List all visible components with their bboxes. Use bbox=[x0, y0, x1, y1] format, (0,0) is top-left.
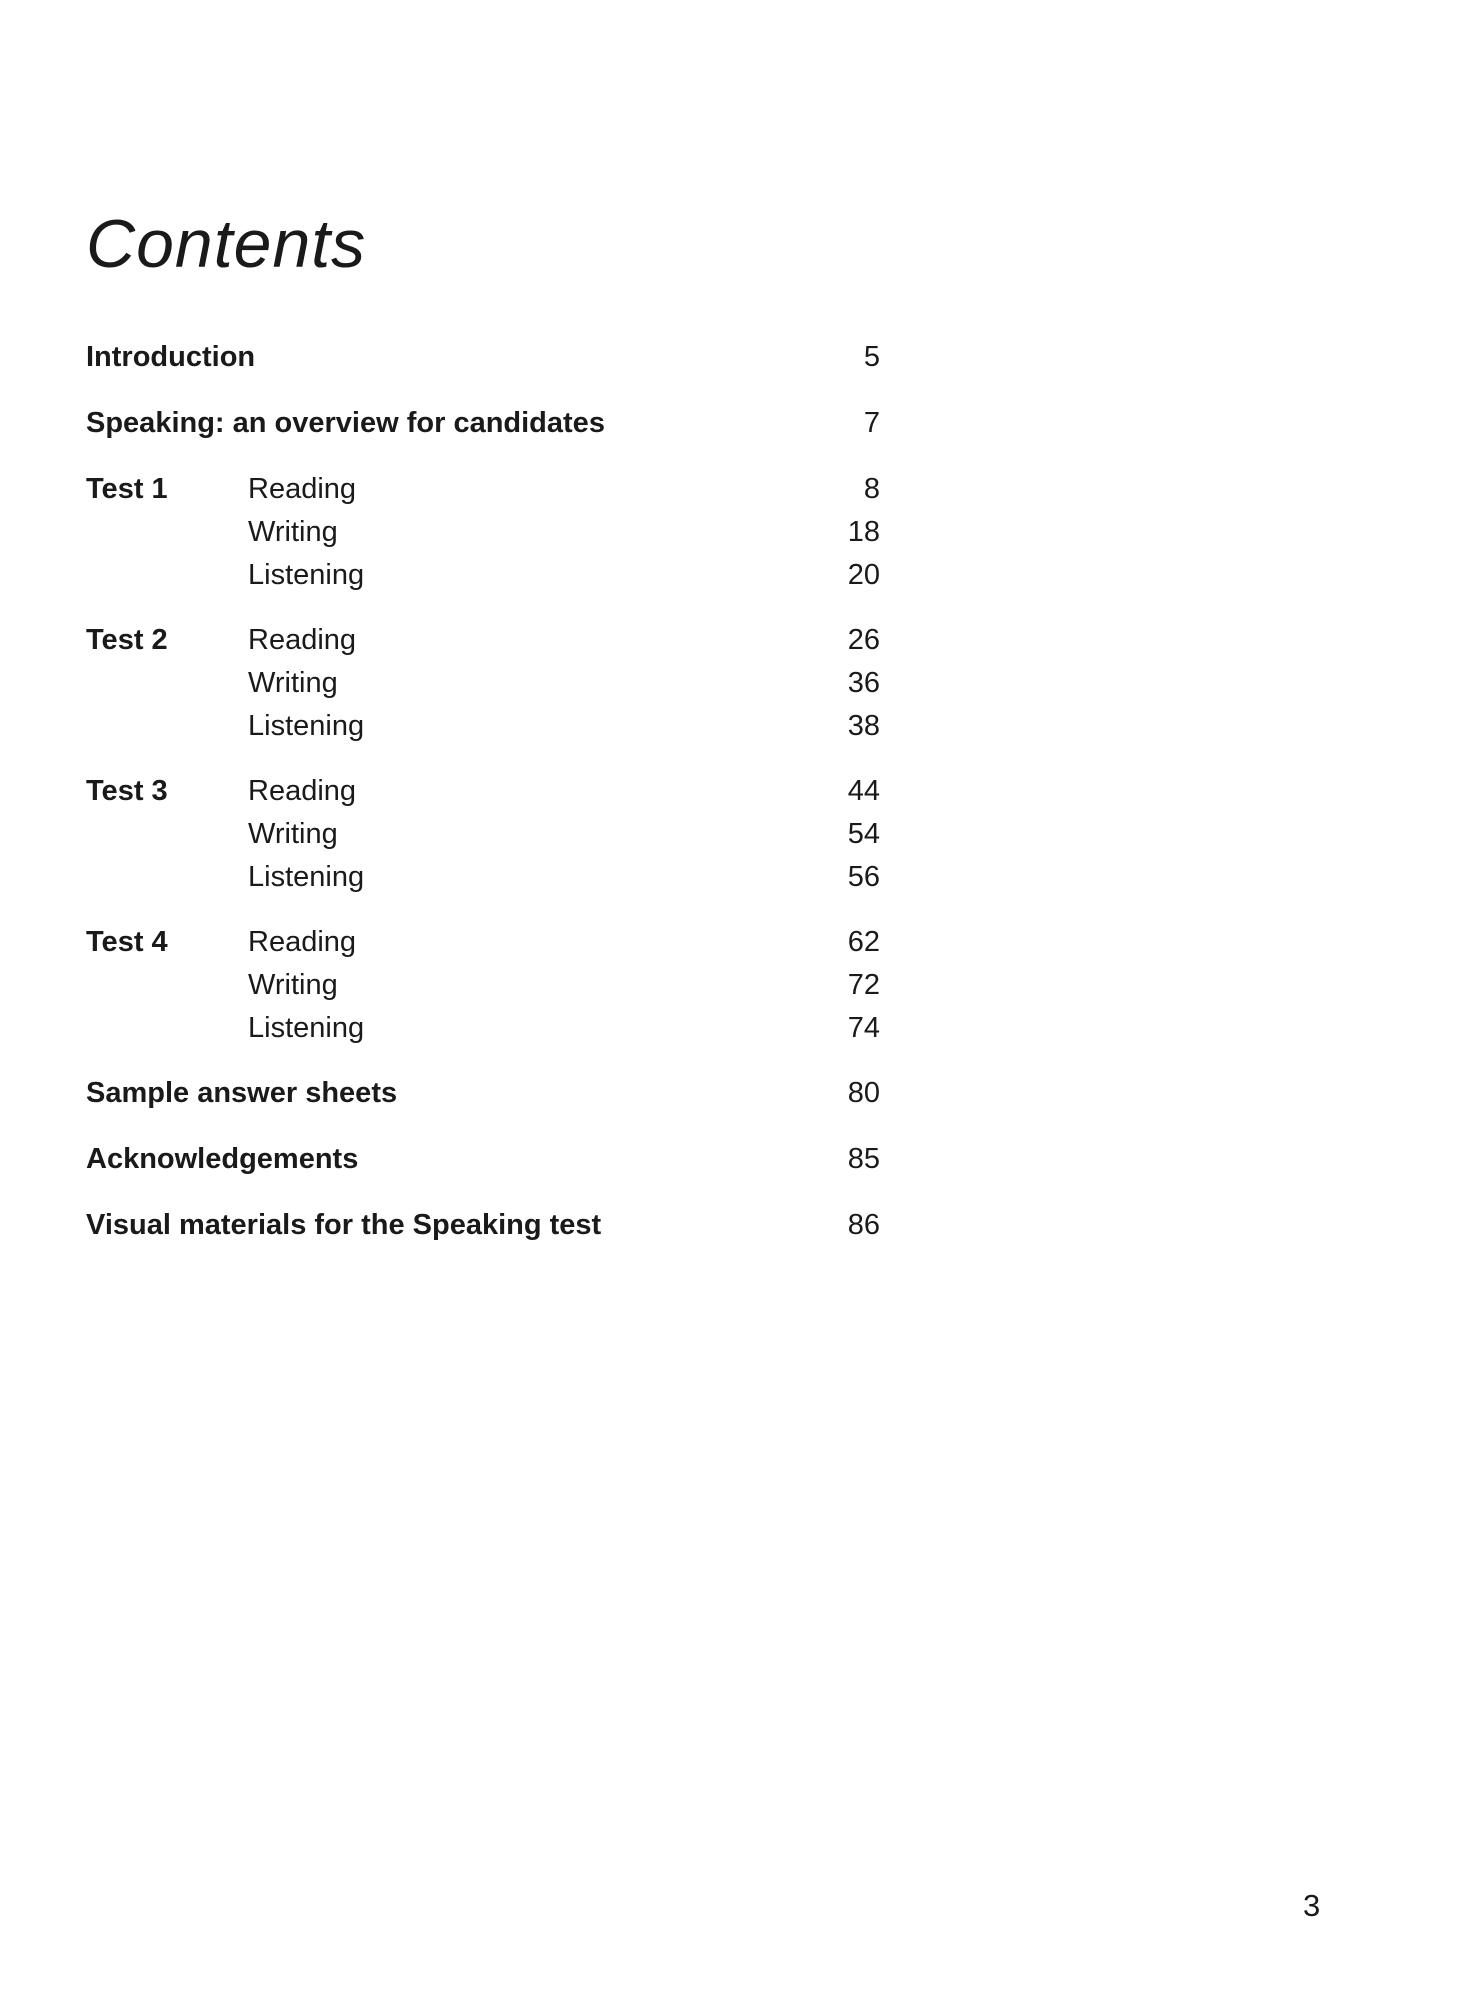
toc-section-label: Writing bbox=[248, 969, 338, 1001]
toc-section-label: Listening bbox=[248, 559, 365, 591]
toc-section-label: Listening bbox=[248, 861, 365, 893]
table-of-contents bbox=[86, 336, 880, 1247]
toc-test-label: Test 4 bbox=[86, 926, 168, 958]
toc-entry-page: 7 bbox=[863, 407, 880, 439]
toc-entry-label: Speaking: an overview for candidates bbox=[86, 407, 605, 439]
toc-entry-page: 62 bbox=[847, 926, 880, 958]
toc-entry-test-4-reading[interactable] bbox=[86, 921, 880, 964]
toc-section-label: Reading bbox=[248, 926, 357, 958]
toc-section-label: Listening bbox=[248, 1012, 365, 1044]
toc-group-test-1 bbox=[86, 468, 880, 597]
toc-group-test-4 bbox=[86, 921, 880, 1050]
toc-entry-test-4-listening[interactable] bbox=[86, 1007, 880, 1050]
toc-entry-test-2-listening[interactable] bbox=[86, 705, 880, 748]
toc-entry-page: 18 bbox=[847, 516, 880, 548]
toc-entry-test-1-writing[interactable] bbox=[86, 511, 880, 554]
toc-section-label: Reading bbox=[248, 624, 357, 656]
toc-section-label: Reading bbox=[248, 473, 357, 505]
toc-entry-test-3-listening[interactable] bbox=[86, 856, 880, 899]
toc-entry-page: 5 bbox=[863, 341, 880, 373]
toc-entry-test-1-reading[interactable] bbox=[86, 468, 880, 511]
toc-entry-page: 54 bbox=[847, 818, 880, 850]
toc-group-test-3 bbox=[86, 770, 880, 899]
toc-entry-acknowledgements[interactable] bbox=[86, 1138, 880, 1181]
toc-entry-visual-materials[interactable] bbox=[86, 1204, 880, 1247]
toc-entry-test-4-writing[interactable] bbox=[86, 964, 880, 1007]
toc-entry-page: 56 bbox=[847, 861, 880, 893]
toc-entry-label: Acknowledgements bbox=[86, 1143, 359, 1175]
toc-section-label: Listening bbox=[248, 710, 365, 742]
toc-entry-introduction[interactable] bbox=[86, 336, 880, 379]
toc-entry-page: 36 bbox=[847, 667, 880, 699]
toc-entry-page: 26 bbox=[847, 624, 880, 656]
toc-entry-sample-answer-sheets[interactable] bbox=[86, 1072, 880, 1115]
toc-test-label: Test 2 bbox=[86, 624, 168, 656]
toc-entry-page: 20 bbox=[847, 559, 880, 591]
toc-group-test-2 bbox=[86, 619, 880, 748]
toc-entry-label: Introduction bbox=[86, 341, 256, 373]
toc-section-label: Writing bbox=[248, 516, 338, 548]
toc-entry-label: Sample answer sheets bbox=[86, 1077, 398, 1109]
toc-entry-test-2-writing[interactable] bbox=[86, 662, 880, 705]
toc-entry-test-3-reading[interactable] bbox=[86, 770, 880, 813]
toc-entry-page: 80 bbox=[847, 1077, 880, 1109]
toc-section-label: Reading bbox=[248, 775, 357, 807]
toc-section-label: Writing bbox=[248, 818, 338, 850]
toc-entry-page: 44 bbox=[847, 775, 880, 807]
toc-entry-label: Visual materials for the Speaking test bbox=[86, 1209, 602, 1241]
toc-entry-page: 8 bbox=[863, 473, 880, 505]
toc-entry-page: 38 bbox=[847, 710, 880, 742]
page-number: 3 bbox=[1303, 1888, 1321, 1923]
toc-test-label: Test 3 bbox=[86, 775, 168, 807]
toc-entry-test-2-reading[interactable] bbox=[86, 619, 880, 662]
toc-entry-test-1-listening[interactable] bbox=[86, 554, 880, 597]
toc-section-label: Writing bbox=[248, 667, 338, 699]
toc-entry-page: 86 bbox=[847, 1209, 880, 1241]
toc-entry-page: 85 bbox=[847, 1143, 880, 1175]
toc-entry-page: 72 bbox=[847, 969, 880, 1001]
toc-entry-test-3-writing[interactable] bbox=[86, 813, 880, 856]
toc-entry-page: 74 bbox=[847, 1012, 880, 1044]
toc-entry-speaking-overview[interactable] bbox=[86, 402, 880, 445]
toc-test-label: Test 1 bbox=[86, 473, 168, 505]
page-title: Contents bbox=[86, 206, 367, 282]
